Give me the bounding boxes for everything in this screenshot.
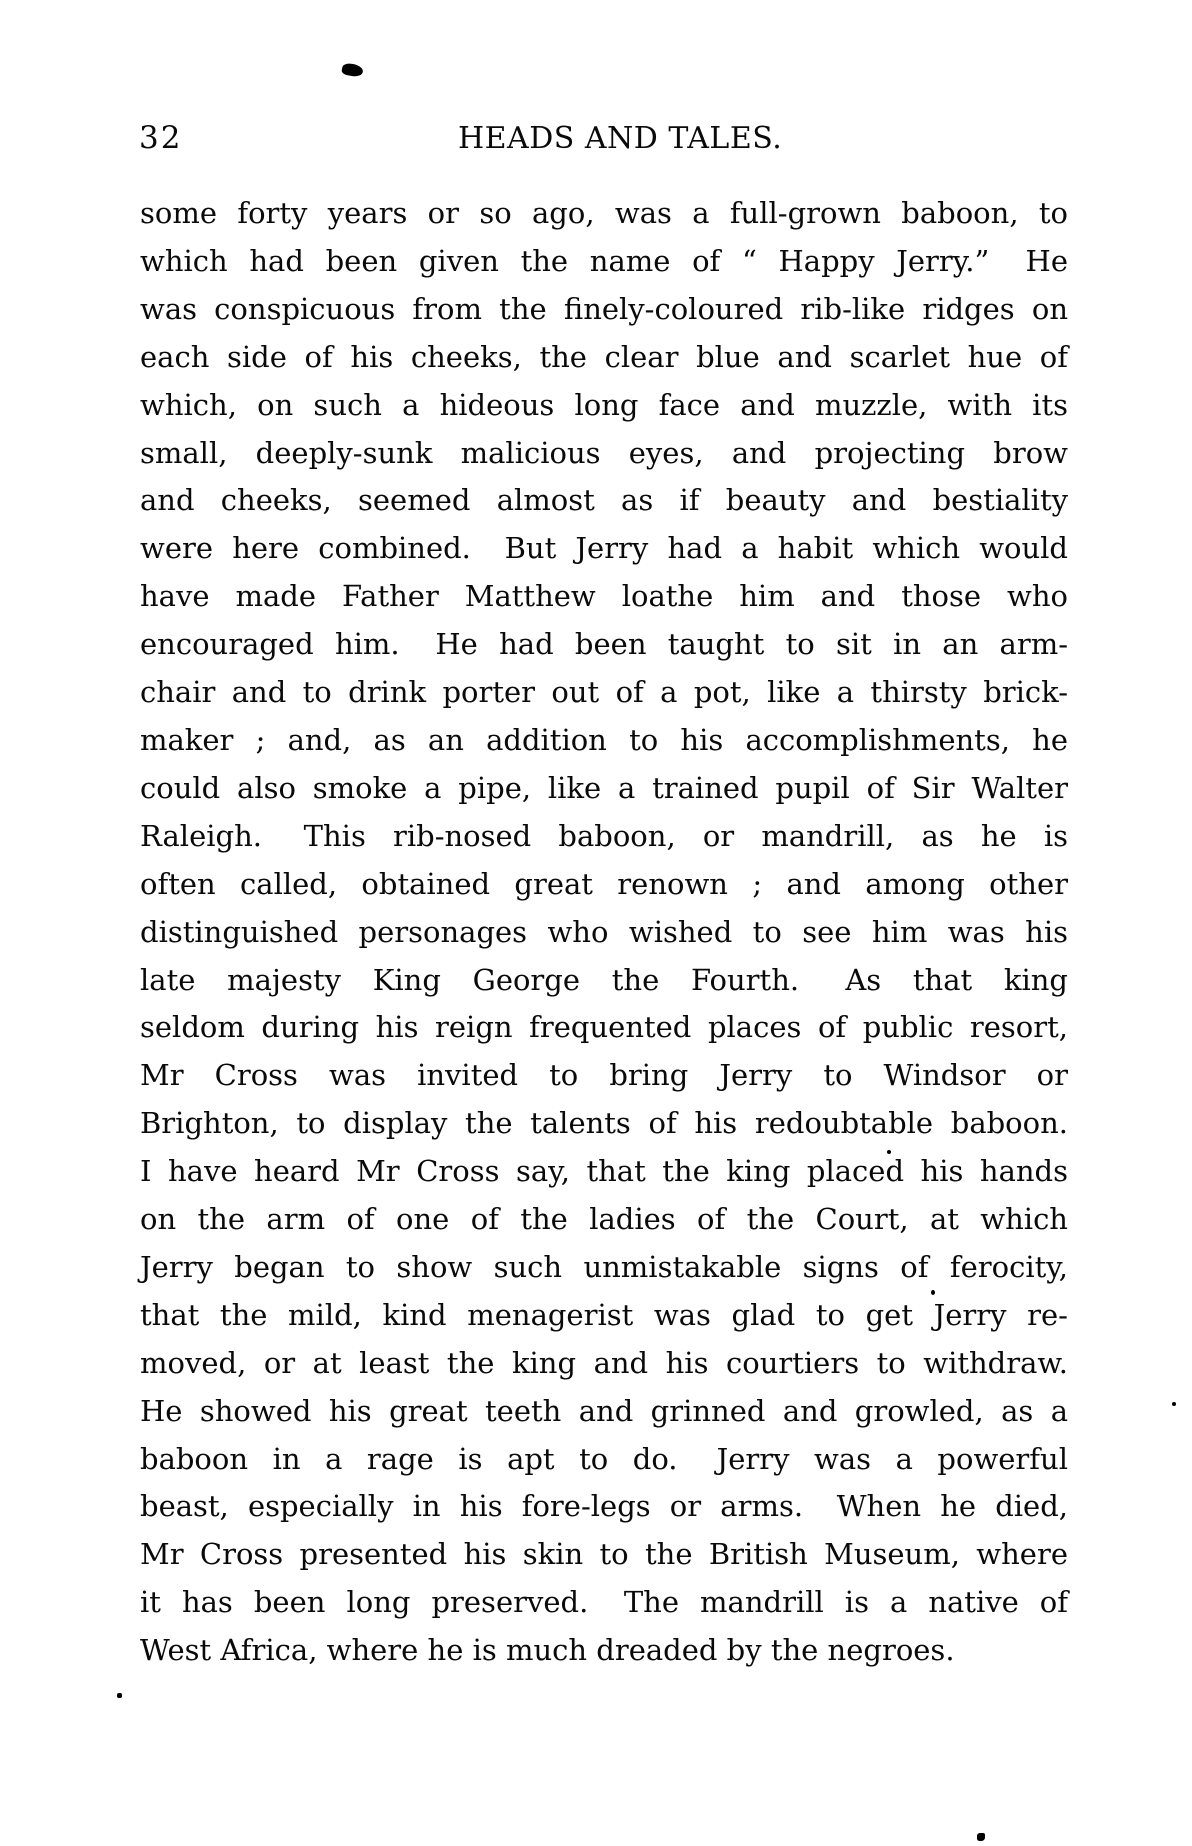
ink-speck: [1172, 1402, 1176, 1406]
text-line: seldom during his reign frequented places of public resort,: [140, 1010, 1068, 1045]
text-line: it has been long preserved. The mandrill is a native of: [140, 1585, 1068, 1620]
text-line: Raleigh. This rib-nosed baboon, or mandrill, as he is: [140, 818, 1068, 853]
text-line: beast, especially in his fore-legs or arms. When he died,: [140, 1489, 1068, 1524]
text-line: encouraged him. He had been taught to sit in an arm-: [140, 627, 1068, 662]
text-line: Brighton, to display the talents of his redoubtable baboon.: [140, 1106, 1068, 1141]
text-line: baboon in a rage is apt to do. Jerry was a powerful: [140, 1441, 1068, 1476]
text-line: have made Father Matthew loathe him and those who: [140, 579, 1068, 614]
ink-speck: [931, 1290, 935, 1295]
text-line: maker ; and, as an addition to his accomplishments, he: [140, 722, 1068, 757]
text-line: each side of his cheeks, the clear blue and scarlet hue of: [140, 339, 1068, 374]
text-line: which had been given the name of “ Happy Jerry.” He: [140, 243, 1068, 278]
page-number: 32: [139, 120, 183, 156]
text-line: West Africa, where he is much dreaded by the negroes.: [140, 1633, 955, 1668]
ink-speck: [117, 1693, 122, 1698]
text-line: which, on such a hideous long face and muzzle, with its: [140, 387, 1068, 422]
text-line: could also smoke a pipe, like a trained pupil of Sir Walter: [140, 770, 1068, 805]
ink-speck: [887, 1150, 891, 1154]
text-line: often called, obtained great renown ; and among other: [140, 866, 1068, 901]
text-line: was conspicuous from the finely-coloured rib-like ridges on: [140, 291, 1068, 326]
ink-speck: [977, 1833, 985, 1841]
text-line: Mr Cross presented his skin to the British Museum, where: [140, 1537, 1068, 1572]
ink-blot-artifact: [341, 62, 364, 77]
running-title: HEADS AND TALES.: [458, 121, 783, 156]
text-line: chair and to drink porter out of a pot, like a thirsty brick-: [140, 675, 1068, 710]
text-line: on the arm of one of the ladies of the Court, at which: [140, 1202, 1068, 1237]
text-line: moved, or at least the king and his courtiers to withdraw.: [140, 1345, 1068, 1380]
text-line: late majesty King George the Fourth. As that king: [140, 962, 1068, 997]
text-line: He showed his great teeth and grinned and growled, as a: [140, 1393, 1068, 1428]
text-line: Jerry began to show such unmistakable signs of ferocity,: [140, 1249, 1068, 1284]
text-line: Mr Cross was invited to bring Jerry to Windsor or: [140, 1058, 1068, 1093]
text-line: and cheeks, seemed almost as if beauty and bestiality: [140, 483, 1068, 518]
text-line: I have heard Mr Cross say, that the king placed his hands: [140, 1154, 1068, 1189]
body-text: [140, 190, 1068, 1675]
text-line: distinguished personages who wished to see him was his: [140, 914, 1068, 949]
text-line: were here combined. But Jerry had a habit which would: [140, 531, 1068, 566]
text-line: small, deeply-sunk malicious eyes, and projecting brow: [140, 435, 1068, 470]
text-line: some forty years or so ago, was a full-grown baboon, to: [140, 196, 1068, 230]
text-line: that the mild, kind menagerist was glad to get Jerry re-: [140, 1297, 1068, 1332]
